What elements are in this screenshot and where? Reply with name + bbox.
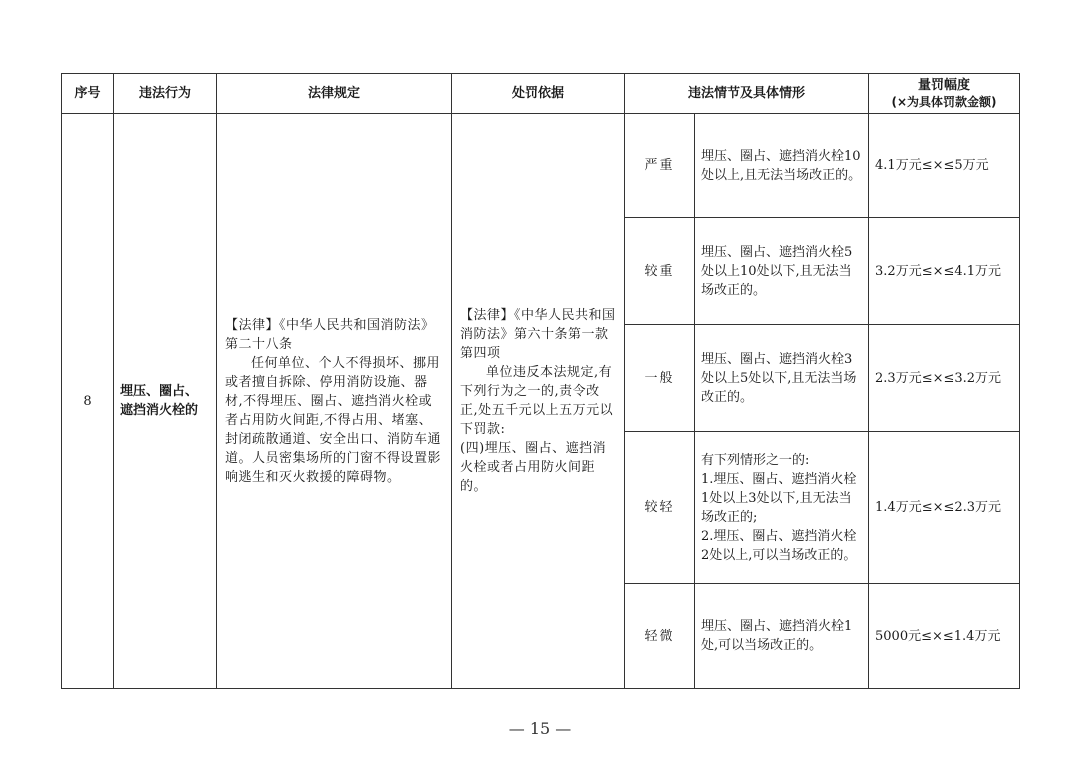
header-law: 法律规定: [217, 74, 452, 114]
level-cell: 严重: [625, 114, 695, 218]
header-penalty-title: 量罚幅度: [918, 77, 971, 93]
detail-line: 2.埋压、圈占、遮挡消火栓2处以上,可以当场改正的。: [701, 528, 857, 563]
range-cell: 4.1万元≤×≤5万元: [869, 114, 1020, 218]
detail-cell: [695, 114, 869, 218]
header-no: 序号: [62, 74, 114, 114]
level-cell: 较轻: [625, 432, 695, 584]
range-cell: 2.3万元≤×≤3.2万元: [869, 325, 1020, 432]
detail-line: 埋压、圈占、遮挡消火栓10处以上,且无法当场改正的。: [701, 148, 862, 183]
level-cell: 一般: [625, 325, 695, 432]
penalty-table: [61, 73, 1020, 689]
law-text: 任何单位、个人不得损坏、挪用或者擅自拆除、停用消防设施、器材,不得埋压、圈占、遮挡消火栓或者占用防火间距,不得占用、堵塞、封闭疏散通道、安全出口、消防车通道。人员密集场所的门窗不得设置影响逃生和灭火救援的障碍物。: [225, 355, 442, 485]
header-basis: 处罚依据: [452, 74, 625, 114]
detail-line: 埋压、圈占、遮挡消火栓3处以上5处以下,且无法当场改正的。: [701, 351, 857, 405]
header-row: [62, 74, 1020, 114]
basis-text: 单位违反本法规定,有下列行为之一的,责令改正,处五千元以上五万元以下罚款:: [460, 365, 614, 437]
range-cell: 5000元≤×≤1.4万元: [869, 584, 1020, 689]
law-title: 【法律】《中华人民共和国消防法》第二十八条: [225, 317, 435, 352]
row-number: 8: [62, 114, 114, 689]
basis-item: (四)埋压、圈占、遮挡消火栓或者占用防火间距的。: [460, 441, 607, 494]
basis-title: 【法律】《中华人民共和国消防法》第六十条第一款第四项: [460, 308, 616, 361]
detail-line: 埋压、圈占、遮挡消火栓1处,可以当场改正的。: [701, 619, 853, 653]
violation-cell: 埋压、圈占、遮挡消火栓的: [114, 114, 217, 689]
level-cell: 轻微: [625, 584, 695, 689]
detail-cell: [695, 432, 869, 584]
detail-cell: [695, 584, 869, 689]
detail-line: 埋压、圈占、遮挡消火栓5处以上10处以下,且无法当场改正的。: [701, 244, 853, 298]
table-row: [62, 114, 1020, 218]
level-cell: 较重: [625, 218, 695, 325]
header-penalty-note: (×为具体罚款金额): [891, 94, 997, 109]
range-cell: 3.2万元≤×≤4.1万元: [869, 218, 1020, 325]
range-cell: 1.4万元≤×≤2.3万元: [869, 432, 1020, 584]
header-penalty: [869, 74, 1020, 114]
law-cell: [217, 114, 452, 689]
basis-cell: [452, 114, 625, 689]
detail-line: 有下列情形之一的:: [701, 452, 810, 468]
header-circumstance: 违法情节及具体情形: [625, 74, 869, 114]
detail-cell: [695, 325, 869, 432]
header-violation: 违法行为: [114, 74, 217, 114]
detail-line: 1.埋压、圈占、遮挡消火栓1处以上3处以下,且无法当场改正的;: [701, 471, 857, 525]
detail-cell: [695, 218, 869, 325]
page-number: — 15 —: [508, 719, 572, 738]
